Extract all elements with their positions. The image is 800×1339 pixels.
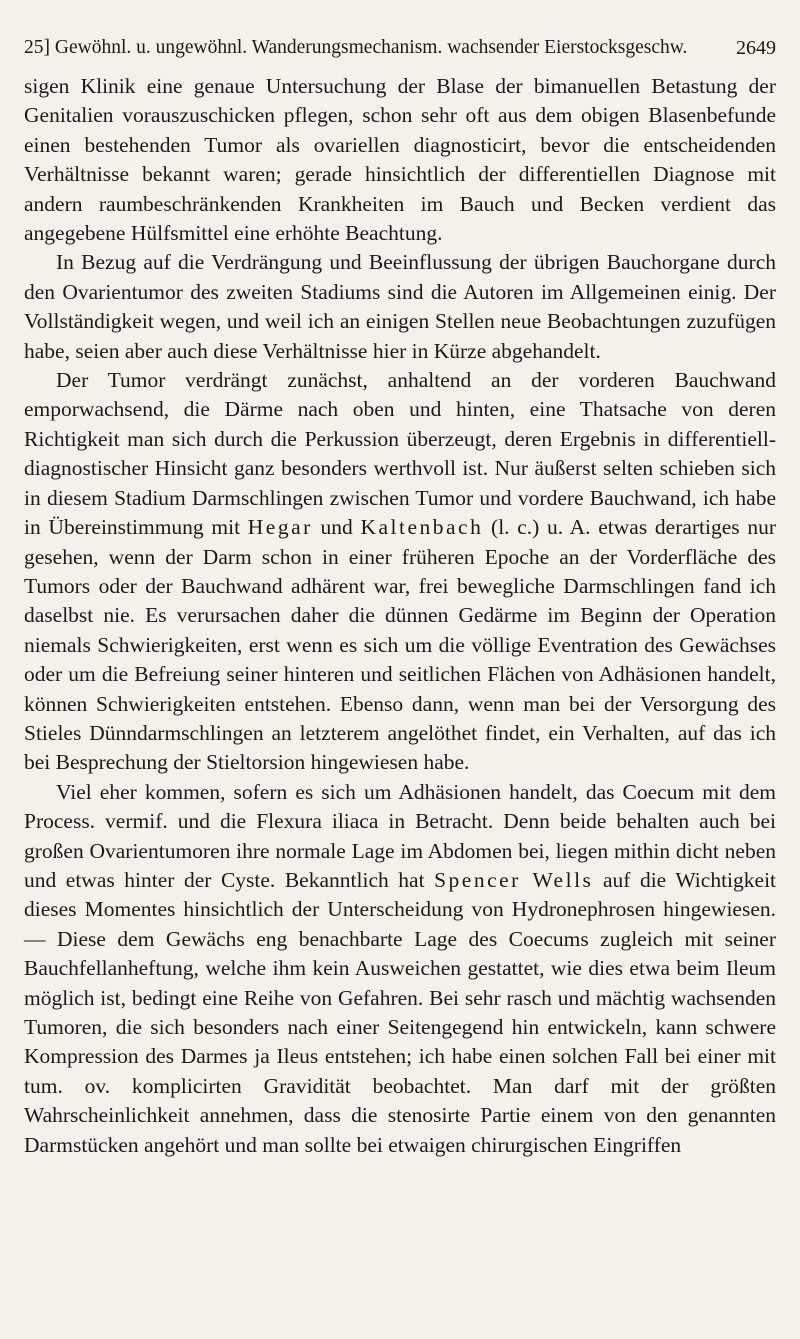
paragraph-3-conjunction: und [320,515,353,540]
paragraph-4-text-b: auf die Wichtigkeit dieses Momentes hinsichtlich der Unterscheidung von Hydronephrosen hingewiesen. — Diese dem Gewächs eng benachbarte Lage des Coecums zugleich mit seiner Bauchfellanheftung, welche ihm kein Ausweichen gestattet, wie dies etwa beim Ileum möglich ist, bedingt eine Reihe von Gefahren. Bei sehr rasch und mächtig wachsenden Tumoren, die sich besonders nach einer Seitengegend hin entwickeln, kann schwere Kompression des Darmes ja Ileus entstehen; ich habe einen solchen Fall bei einer mit tum. ov. komplicirten Gravidität beobachtet. Man darf mit der größten Wahrscheinlichkeit annehmen, dass die stenosirte Partie einem von den genannten Darmstücken angehört und man sollte bei etwaigen chirurgischen Eingriffen [24,867,777,1157]
author-name-spencer-wells: Spencer Wells [434,867,594,892]
running-header [24,28,776,68]
page-number: 2649 [736,37,776,59]
author-name-hegar: Hegar [247,515,313,540]
header-title: 25] Gewöhnl. u. ungewöhnl. Wanderungsmechanism. wachsender Eierstocksgeschw. [24,37,688,58]
paragraph-3 [24,366,776,778]
paragraph-3-text-a: Der Tumor verdrängt zunächst, anhaltend an der vorderen Bauchwand emporwachsend, die Därme nach oben und hinten, eine Thatsache von deren Richtigkeit man sich durch die Perkussion überzeugt, deren Ergebnis in differentiell-diagnostischer Hinsicht ganz besonders werthvoll ist. Nur äußerst selten schieben sich in diesem Stadium Darmschlingen zwischen Tumor und vordere Bauchwand, ich habe in Übereinstimmung mit [24,368,776,540]
paragraph-3-text-b: (l. c.) u. A. etwas derartiges nur gesehen, wenn der Darm schon in einer früheren Epoche an der Vorderfläche des Tumors oder der Bauchwand adhärent war, frei bewegliche Darmschlingen fand ich daselbst nie. Es verursachen daher die dünnen Gedärme im Beginn der Operation niemals Schwierigkeiten, erst wenn es sich um die völlige Eventration des Gewächses oder um die Befreiung seiner hinteren und seitlichen Flächen von Adhäsionen handelt, können Schwierigkeiten entstehen. Ebenso dann, wenn man bei der Versorgung des Stieles Dünndarmschlingen an letzterem angelöthet findet, ein Verhalten, auf das ich bei Besprechung der Stieltorsion hingewiesen habe. [24,515,777,775]
author-name-kaltenbach: Kaltenbach [360,515,484,540]
paragraph-1: sigen Klinik eine genaue Untersuchung der Blase der bimanuellen Betastung der Genitalien vorauszuschicken pflegen, schon sehr oft aus dem obigen Blasenbefunde einen bestehenden Tumor als ovariellen diagnosticirt, bevor die entscheidenden Verhältnisse bekannt waren; gerade hinsichtlich der differentiellen Diagnose mit andern raumbeschränkenden Krankheiten im Bauch und Becken verdient das angegebene Hülfsmittel eine erhöhte Beachtung. [24,74,776,246]
paragraph-4-text-a: Viel eher kommen, sofern es sich um Adhäsionen handelt, das Coecum mit dem Process. vermif. und die Flexura iliaca in Betracht. Denn beide behalten auch bei großen Ovarientumoren ihre normale Lage im Abdomen bei, liegen mithin dicht neben und etwas hinter der Cyste. Bekanntlich hat [24,779,776,892]
body-text [24,72,776,1160]
document-page [24,28,776,1160]
paragraph-2: In Bezug auf die Verdrängung und Beeinflussung der übrigen Bauchorgane durch den Ovarientumor des zweiten Stadiums sind die Autoren im Allgemeinen einig. Der Vollständigkeit wegen, und weil ich an einigen Stellen neue Beobachtungen zuzufügen habe, seien aber auch diese Verhältnisse hier in Kürze abgehandelt. [24,250,776,363]
paragraph-4 [24,778,776,1160]
